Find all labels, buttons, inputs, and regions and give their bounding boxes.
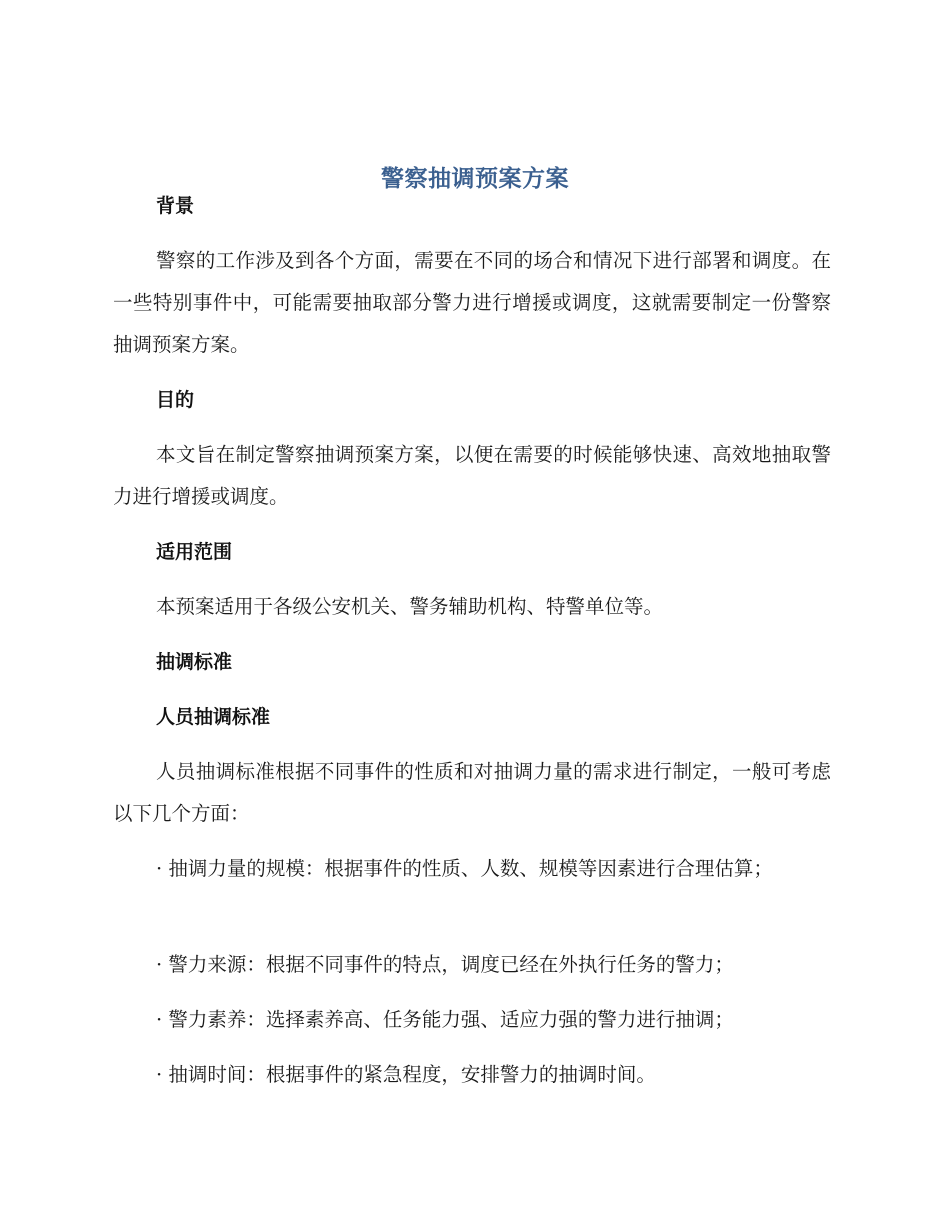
list-item: · 警力素养：选择素养高、任务能力强、适应力强的警力进行抽调； [156, 1008, 734, 1031]
heading-background: 背景 [156, 195, 195, 217]
paragraph-scope: 本预案适用于各级公安机关、警务辅助机构、特警单位等。 [156, 595, 664, 618]
document-title: 警察抽调预案方案 [381, 166, 569, 193]
heading-scope: 适用范围 [156, 541, 233, 563]
list-item: · 抽调力量的规模：根据事件的性质、人数、规模等因素进行合理估算； [156, 857, 773, 880]
paragraph-personnel-criteria: 人员抽调标准根据不同事件的性质和对抽调力量的需求进行制定，一般可考虑以下几个方面： [113, 760, 831, 825]
heading-personnel-criteria: 人员抽调标准 [156, 706, 271, 728]
paragraph-purpose: 本文旨在制定警察抽调预案方案，以便在需要的时候能够快速、高效地抽取警力进行增援或调度。 [113, 443, 831, 508]
heading-purpose: 目的 [156, 389, 195, 411]
heading-criteria: 抽调标准 [156, 651, 233, 673]
paragraph-background: 警察的工作涉及到各个方面，需要在不同的场合和情况下进行部署和调度。在一些特别事件中，可能需要抽取部分警力进行增援或调度，这就需要制定一份警察抽调预案方案。 [113, 249, 831, 356]
list-item: · 抽调时间：根据事件的紧急程度，安排警力的抽调时间。 [156, 1063, 656, 1086]
list-item: · 警力来源：根据不同事件的特点，调度已经在外执行任务的警力； [156, 953, 734, 976]
